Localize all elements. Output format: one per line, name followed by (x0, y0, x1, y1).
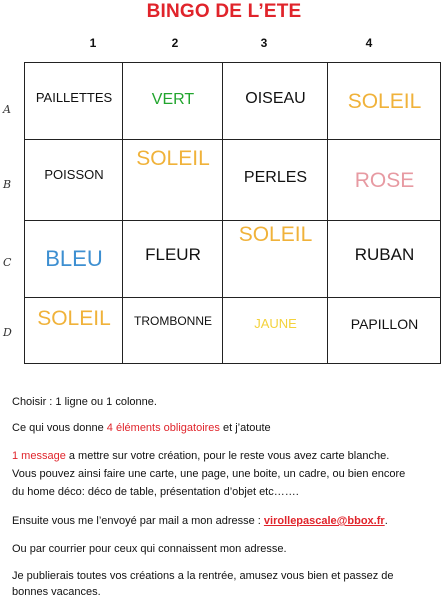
grid-line (25, 139, 440, 140)
column-header-1: 1 (89, 36, 97, 50)
cell-a3: OISEAU (245, 90, 306, 107)
instruction-ideas: Vous pouvez ainsi faire une carte, une page, une boite, un cadre, ou bien encore (12, 468, 406, 480)
cell-a1: PAILLETTES (35, 90, 113, 105)
grid-line (25, 297, 440, 298)
row-header-b: B (3, 178, 12, 191)
row-header-a: A (3, 103, 11, 116)
instruction-text: a mettre sur votre création, pour le reste vous avez carte blanche. (65, 450, 390, 462)
cell-c1: BLEU (45, 246, 103, 271)
grid-line (25, 220, 440, 221)
instruction-text: Ensuite vous me l’envoyé par mail a mon adresse : (12, 515, 264, 527)
cell-c3: SOLEIL (238, 223, 313, 246)
cell-d1: SOLEIL (37, 307, 111, 330)
instruction-message (12, 449, 442, 463)
email-link[interactable]: virollepascale@bbox.fr (263, 515, 385, 527)
instruction-choose: Choisir : 1 ligne ou 1 colonne. (12, 396, 157, 408)
cell-a4: SOLEIL (347, 90, 422, 113)
closing-text: Je publierais toutes vos créations a la rentrée, amusez vous bien et passez de (12, 570, 394, 582)
bingo-grid (24, 62, 441, 364)
cell-b4: ROSE (354, 169, 415, 192)
cell-b1: POISSON (44, 167, 104, 182)
cell-c2: FLEUR (145, 245, 201, 264)
instruction-text: . (384, 515, 388, 527)
column-header-4: 4 (365, 36, 373, 50)
instruction-send (12, 514, 442, 528)
row-header-d: D (3, 326, 12, 339)
instruction-text: et j’atoute (219, 422, 271, 434)
cell-d2: TROMBONNE (134, 314, 212, 328)
column-header-2: 2 (171, 36, 179, 50)
instruction-mail: Ou par courrier pour ceux qui connaissent mon adresse. (12, 543, 287, 555)
instruction-elements (12, 421, 442, 435)
cell-d4: PAPILLON (350, 316, 419, 332)
cell-d3: JAUNE (254, 316, 297, 331)
cell-c4: RUBAN (354, 245, 415, 264)
required-elements-highlight: 4 éléments obligatoires (106, 422, 220, 434)
cell-a2: VERT (151, 91, 195, 108)
column-header-3: 3 (260, 36, 268, 50)
page-title: BINGO DE L’ETE (146, 1, 302, 22)
instruction-text: Ce qui vous donne (12, 422, 107, 434)
message-highlight: 1 message (12, 450, 66, 462)
row-header-c: C (3, 256, 12, 269)
closing-text-2: bonnes vacances. (12, 586, 101, 598)
cell-b3: PERLES (243, 169, 308, 186)
cell-b2: SOLEIL (136, 147, 210, 170)
instruction-ideas-2: du home déco: déco de table, présentation d’objet etc……. (12, 486, 299, 498)
